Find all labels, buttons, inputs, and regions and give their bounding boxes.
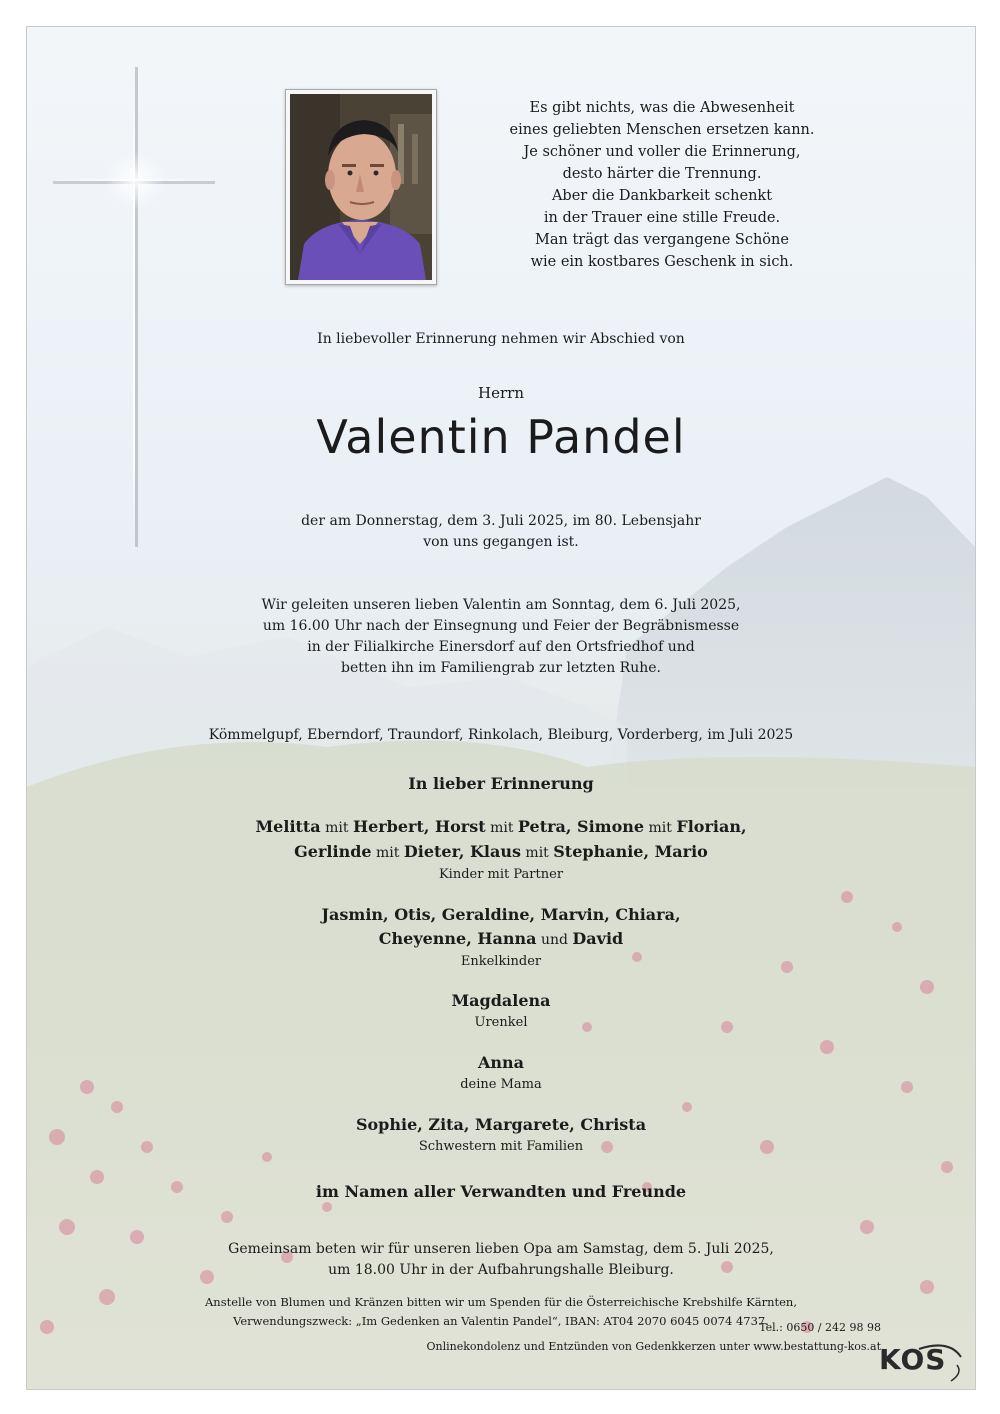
portrait-photo-frame <box>285 89 437 285</box>
donation-info-line: Verwendungszweck: „Im Gedenken an Valentin Pandel“, IBAN: AT04 2070 6045 0074 4737. <box>233 1314 769 1328</box>
poem-line: Es gibt nichts, was die Abwesenheit <box>529 100 795 116</box>
family-name: Florian, <box>676 817 747 836</box>
family-name: Petra, Simone <box>517 817 645 836</box>
family-name: Cheyenne, Hanna <box>378 929 537 948</box>
closing-line: im Namen aller Verwandten und Freunde <box>315 1182 687 1201</box>
donation-info-line: Anstelle von Blumen und Kränzen bitten wir um Spenden für die Österreichische Krebshilfe Kärnten, <box>205 1295 797 1309</box>
poem <box>497 97 827 273</box>
family-name: Herbert, Horst <box>352 817 486 836</box>
poem-line: Man trägt das vergangene Schöne <box>535 232 789 248</box>
children-line-1 <box>27 815 975 840</box>
great-grandchild-block <box>27 989 975 1032</box>
online-condolence-link[interactable]: Onlinekondolenz und Entzünden von Gedenkkerzen unter www.bestattung-kos.at <box>426 1340 881 1353</box>
connector-text: mit <box>520 845 554 861</box>
family-name: Sophie, Zita, Margarete, Christa <box>355 1115 647 1134</box>
poem-line: Je schöner und voller die Erinnerung, <box>523 144 801 160</box>
poem-line: wie ein kostbares Geschenk in sich. <box>530 254 794 270</box>
family-role: Enkelkinder <box>460 954 542 969</box>
family-name: Melitta <box>255 817 321 836</box>
portrait-photo <box>290 94 432 280</box>
family-name: Stephanie, Mario <box>553 842 708 861</box>
phone-number: Tel.: 0650 / 242 98 98 <box>759 1321 881 1334</box>
death-info-line: der am Donnerstag, dem 3. Juli 2025, im 80. Lebensjahr <box>301 513 701 529</box>
poem-line: desto härter die Trennung. <box>562 166 762 182</box>
salutation: Herrn <box>478 384 524 402</box>
places-date: Kömmelgupf, Eberndorf, Traundorf, Rinkolach, Bleiburg, Vorderberg, im Juli 2025 <box>208 727 794 743</box>
connector-text: mit <box>371 845 404 861</box>
funeral-info-line: in der Filialkirche Einersdorf auf den Ortsfriedhof und <box>307 639 695 655</box>
family-role: Schwestern mit Familien <box>418 1139 584 1154</box>
family-name: Anna <box>477 1053 525 1072</box>
family-role: deine Mama <box>460 1077 542 1092</box>
sisters-block <box>27 1113 975 1156</box>
family-role: Urenkel <box>474 1015 528 1030</box>
connector-text: mit <box>485 820 518 836</box>
remembrance-heading: In lieber Erinnerung <box>408 774 594 793</box>
logo-swoosh-icon <box>879 1339 967 1383</box>
children-line-2 <box>27 840 975 865</box>
family-name: Gerlinde <box>294 842 372 861</box>
funeral-info-line: Wir geleiten unseren lieben Valentin am Sonntag, dem 6. Juli 2025, <box>261 597 741 613</box>
grandchildren-line-1: Jasmin, Otis, Geraldine, Marvin, Chiara, <box>321 905 681 924</box>
family-name: Magdalena <box>451 991 551 1010</box>
death-info <box>27 511 975 553</box>
funeral-info-line: betten ihn im Familiengrab zur letzten Ruhe. <box>341 660 661 676</box>
grandchildren-line-2 <box>27 927 975 952</box>
funeral-info <box>27 595 975 679</box>
deceased-name: Valentin Pandel <box>316 410 686 464</box>
family-role: Kinder mit Partner <box>438 867 564 882</box>
contact-info <box>427 1318 882 1356</box>
obituary-page <box>26 26 976 1390</box>
death-info-line: von uns gegangen ist. <box>423 534 579 550</box>
funeral-info-line: um 16.00 Uhr nach der Einsegnung und Feier der Begräbnismesse <box>262 618 740 634</box>
intro-text: In liebevoller Erinnerung nehmen wir Abschied von <box>317 331 685 347</box>
connector-text: mit <box>644 820 677 836</box>
family-name: Dieter, Klaus <box>403 842 521 861</box>
family-name: David <box>572 929 624 948</box>
logo-text: KOS <box>879 1343 947 1376</box>
poem-line: eines geliebten Menschen ersetzen kann. <box>509 122 815 138</box>
children-block <box>27 815 975 884</box>
prayer-info-line: um 18.00 Uhr in der Aufbahrungshalle Bleiburg. <box>328 1262 674 1278</box>
connector-text: und <box>536 932 573 948</box>
connector-text: mit <box>320 820 353 836</box>
prayer-info-line: Gemeinsam beten wir für unseren lieben Opa am Samstag, dem 5. Juli 2025, <box>228 1241 774 1257</box>
poem-line: in der Trauer eine stille Freude. <box>543 210 781 226</box>
mother-block <box>27 1051 975 1094</box>
cross-icon <box>27 27 227 567</box>
grandchildren-block <box>27 903 975 971</box>
prayer-info <box>27 1239 975 1281</box>
kos-logo <box>879 1339 967 1383</box>
poem-line: Aber die Dankbarkeit schenkt <box>551 188 773 204</box>
